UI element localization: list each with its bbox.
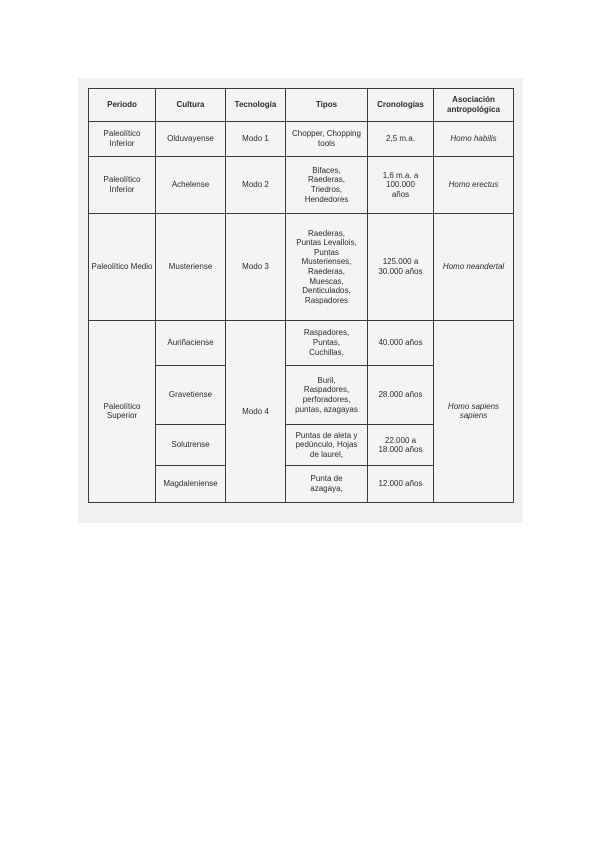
- cell-asociacion: Homo erectus: [434, 156, 514, 213]
- cell-tipos: [286, 214, 368, 321]
- cell-periodo: Paleolítico Medio: [89, 214, 156, 321]
- cell-cultura: Magdaleniense: [156, 466, 226, 503]
- cell-tipos: [286, 156, 368, 213]
- cell-periodo: Paleolítico Superior: [89, 320, 156, 502]
- header-tipos: Tipos: [286, 89, 368, 122]
- cell-tipos: [286, 320, 368, 365]
- cell-tipos: [286, 425, 368, 466]
- tipos-text: Puntas de aleta y pedúnculo, Hojas de laurel,: [295, 430, 358, 459]
- header-cronologias: Cronologías: [368, 89, 434, 122]
- tipos-text: Raspadores, Puntas, Cuchillas,: [303, 328, 350, 357]
- header-row: [89, 89, 514, 122]
- cell-tipos: [286, 466, 368, 503]
- cell-cultura: Achelense: [156, 156, 226, 213]
- header-asociacion: Asociación antropológica: [434, 89, 514, 122]
- cell-cultura: Gravetiense: [156, 365, 226, 424]
- cell-cultura: Olduvayense: [156, 122, 226, 157]
- cell-cronologia: [368, 425, 434, 466]
- cell-periodo: Paleolítico Inferior: [89, 122, 156, 157]
- cell-asociacion: Homo neandertal: [434, 214, 514, 321]
- tipos-text: Punta de azagaya,: [310, 474, 343, 494]
- table-row: [89, 320, 514, 365]
- cell-tecnologia: Modo 1: [226, 122, 286, 157]
- header-periodo: Periodo: [89, 89, 156, 122]
- cell-cronologia: 2,5 m.a.: [368, 122, 434, 157]
- cell-asociacion: Homo habilis: [434, 122, 514, 157]
- cell-cultura: Solutrense: [156, 425, 226, 466]
- cell-tecnologia: Modo 2: [226, 156, 286, 213]
- cell-cronologia: [368, 214, 434, 321]
- cell-tecnologia: Modo 4: [226, 320, 286, 502]
- table-row: [89, 214, 514, 321]
- cell-asociacion: Homo sapiens sapiens: [434, 320, 514, 502]
- table-row: [89, 156, 514, 213]
- tipos-text: Chopper, Chopping tools: [292, 129, 361, 148]
- cell-cronologia: 12.000 años: [368, 466, 434, 503]
- cell-tipos: [286, 122, 368, 157]
- cronologia-text: 125.000 a 30.000 años: [378, 257, 423, 276]
- tipos-text: Bifaces, Raederas, Triedros, Hendedores: [304, 165, 349, 204]
- table-row: [89, 122, 514, 157]
- cell-cronologia: [368, 156, 434, 213]
- cell-cultura: Auriñaciense: [156, 320, 226, 365]
- cell-tipos: [286, 365, 368, 424]
- cronologia-text: 22.000 a 18.000 años: [378, 435, 423, 455]
- cell-tecnologia: Modo 3: [226, 214, 286, 321]
- tipos-text: Raederas, Puntas Levallois, Puntas Musterienses, Raederas, Muescas, Denticulados, Raspadores: [296, 228, 357, 305]
- header-tecnologia: Tecnología: [226, 89, 286, 122]
- paleolithic-cultures-table: [88, 88, 514, 503]
- cronologia-text: 1,6 m.a. a 100.000 años: [382, 170, 419, 199]
- cell-cronologia: 40.000 años: [368, 320, 434, 365]
- cell-periodo: Paleolítico Inferior: [89, 156, 156, 213]
- header-cultura: Cultura: [156, 89, 226, 122]
- scanned-table-image: [78, 78, 523, 523]
- cell-cultura: Musteriense: [156, 214, 226, 321]
- cell-cronologia: 28.000 años: [368, 365, 434, 424]
- tipos-text: Buril, Raspadores, perforadores, puntas, azagayas: [295, 375, 358, 414]
